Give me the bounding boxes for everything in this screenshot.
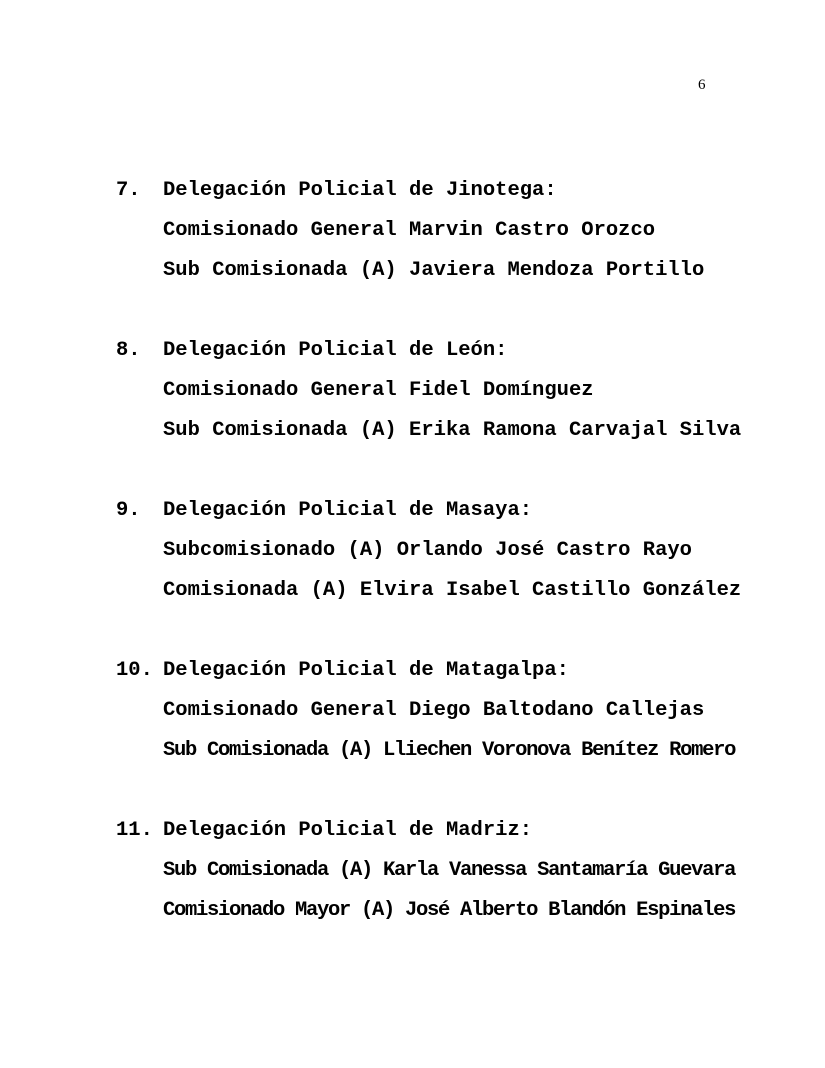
list-item bbox=[116, 490, 796, 610]
list-item bbox=[116, 650, 796, 770]
official-name: Comisionado Mayor (A) José Alberto Blandón Espinales bbox=[163, 898, 736, 922]
item-number: 8. bbox=[116, 338, 141, 362]
list-item bbox=[116, 170, 796, 290]
delegation-title: Delegación Policial de Masaya: bbox=[163, 498, 533, 522]
official-name: Sub Comisionada (A) Javiera Mendoza Portillo bbox=[163, 258, 705, 282]
official-name: Comisionado General Fidel Domínguez bbox=[163, 378, 594, 402]
official-name: Sub Comisionada (A) Lliechen Voronova Benítez Romero bbox=[163, 738, 736, 762]
delegation-title: Delegación Policial de León: bbox=[163, 338, 508, 362]
list-item bbox=[116, 330, 796, 450]
official-name: Subcomisionado (A) Orlando José Castro Rayo bbox=[163, 538, 692, 562]
delegation-heading bbox=[116, 330, 796, 370]
official-name: Comisionado General Marvin Castro Orozco bbox=[163, 218, 656, 242]
item-number: 7. bbox=[116, 178, 141, 202]
item-number: 11. bbox=[116, 818, 153, 842]
list-item bbox=[116, 810, 796, 930]
delegation-title: Delegación Policial de Jinotega: bbox=[163, 178, 557, 202]
item-number: 10. bbox=[116, 658, 153, 682]
delegation-heading bbox=[116, 810, 796, 850]
official-name: Sub Comisionada (A) Karla Vanessa Santamaría Guevara bbox=[163, 858, 736, 882]
delegation-list bbox=[116, 170, 796, 970]
official-name: Sub Comisionada (A) Erika Ramona Carvajal Silva bbox=[163, 418, 742, 442]
page-number: 6 bbox=[698, 77, 706, 93]
official-name: Comisionada (A) Elvira Isabel Castillo González bbox=[163, 578, 742, 602]
delegation-title: Delegación Policial de Matagalpa: bbox=[163, 658, 569, 682]
delegation-heading bbox=[116, 170, 796, 210]
item-number: 9. bbox=[116, 498, 141, 522]
delegation-title: Delegación Policial de Madriz: bbox=[163, 818, 533, 842]
delegation-heading bbox=[116, 490, 796, 530]
delegation-heading bbox=[116, 650, 796, 690]
official-name: Comisionado General Diego Baltodano Callejas bbox=[163, 698, 705, 722]
